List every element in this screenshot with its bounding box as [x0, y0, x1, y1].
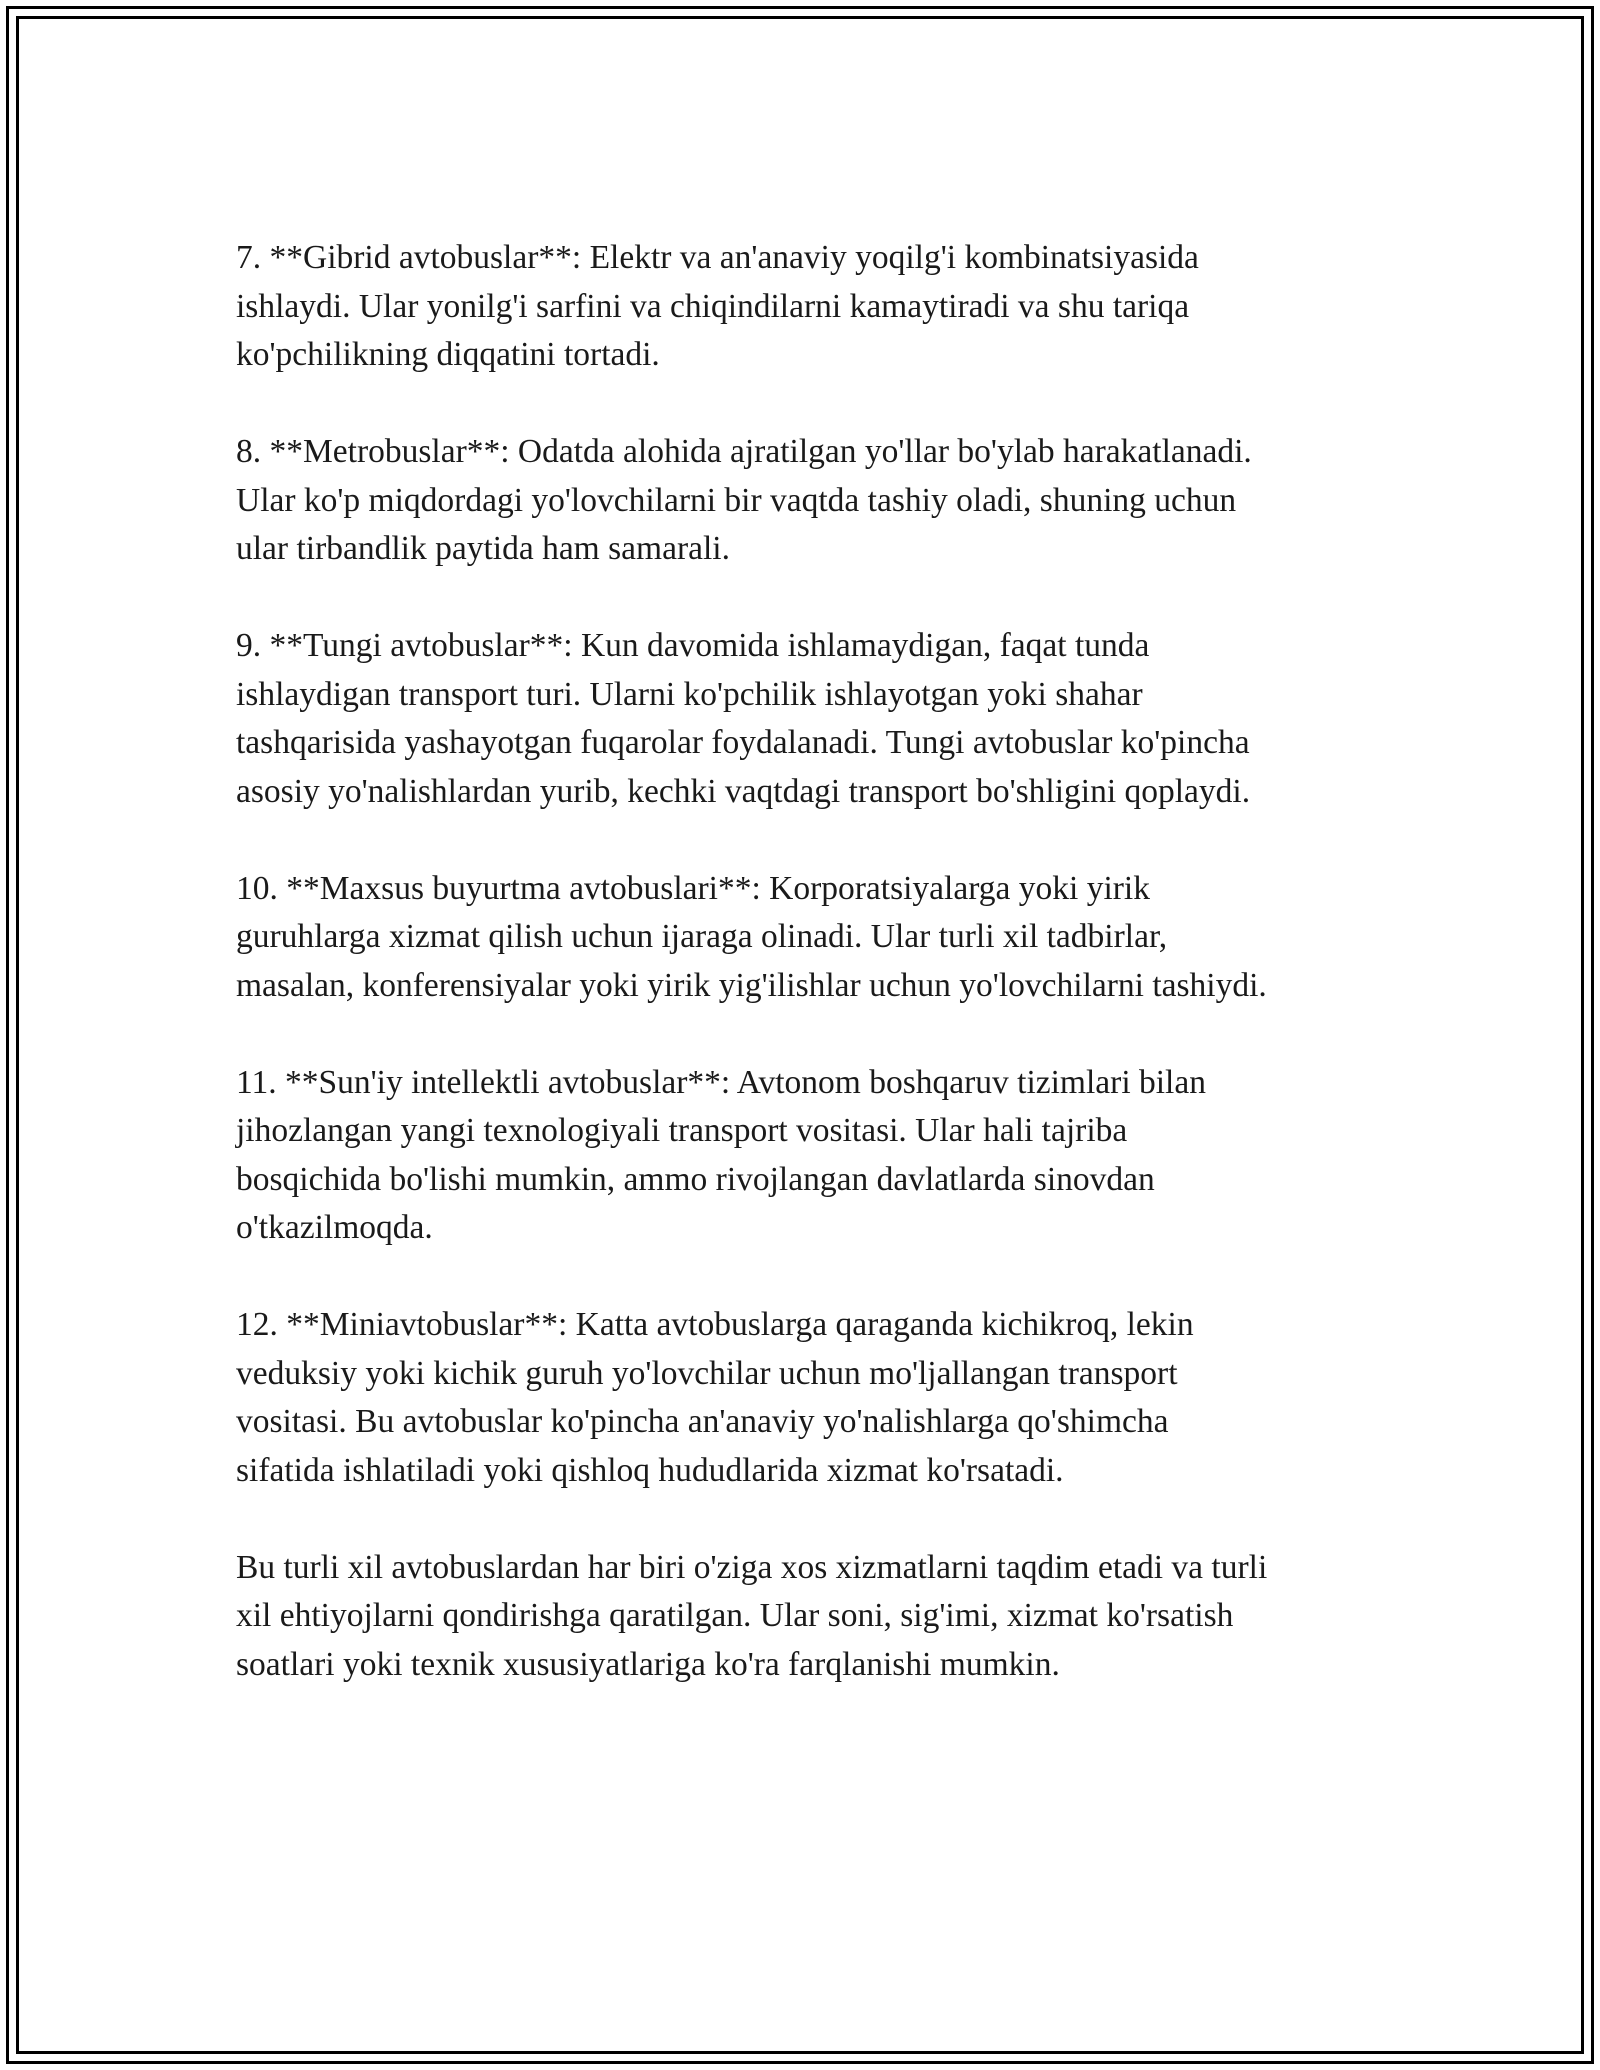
text-line: bosqichida bo'lishi mumkin, ammo rivojlangan davlatlarda sinovdan	[236, 1160, 1155, 1198]
paragraph-metrobuslar	[236, 428, 1386, 574]
text-line: xil ehtiyojlarni qondirishga qaratilgan. Ular soni, sig'imi, xizmat ko'rsatish	[236, 1597, 1234, 1634]
text-line: 8. **Metrobuslar**: Odatda alohida ajratilgan yo'llar bo'ylab harakatlanadi.	[236, 433, 1252, 470]
text-line: 12. **Miniavtobuslar**: Katta avtobuslarga qaraganda kichikroq, lekin	[236, 1306, 1194, 1343]
text-line: ular tirbandlik paytida ham samarali.	[236, 530, 730, 567]
text-line: ishlaydigan transport turi. Ularni ko'pchilik ishlayotgan yoki shahar	[236, 675, 1143, 713]
text-line: masalan, konferensiyalar yoki yirik yig'ilishlar uchun yo'lovchilarni tashiydi.	[236, 966, 1267, 1004]
document-body	[236, 234, 1386, 1738]
text-line: 9. **Tungi avtobuslar**: Kun davomida ishlamaydigan, faqat tunda	[236, 627, 1150, 664]
text-line: Bu turli xil avtobuslardan har biri o'ziga xos xizmatlarni taqdim etadi va turli	[236, 1548, 1268, 1586]
paragraph-conclusion	[236, 1544, 1386, 1690]
text-line: ishlaydi. Ular yonilg'i sarfini va chiqindilarni kamaytiradi va shu tariqa	[236, 287, 1190, 325]
text-line: ko'pchilikning diqqatini tortadi.	[236, 336, 660, 373]
text-line: Ular ko'p miqdordagi yo'lovchilarni bir vaqtda tashiy oladi, shuning uchun	[236, 481, 1237, 519]
text-line: sifatida ishlatiladi yoki qishloq hududlarida xizmat ko'rsatadi.	[236, 1451, 1064, 1489]
text-line: asosiy yo'nalishlardan yurib, kechki vaqtdagi transport bo'shligini qoplaydi.	[236, 772, 1251, 810]
text-line: guruhlarga xizmat qilish uchun ijaraga olinadi. Ular turli xil tadbirlar,	[236, 918, 1168, 955]
text-line: o'tkazilmoqda.	[236, 1209, 433, 1246]
text-line: 11. **Sun'iy intellektli avtobuslar**: Avtonom boshqaruv tizimlari bilan	[236, 1063, 1206, 1101]
text-line: tashqarisida yashayotgan fuqarolar foydalanadi. Tungi avtobuslar ko'pincha	[236, 724, 1250, 761]
paragraph-maxsus-buyurtma-avtobuslari	[236, 865, 1386, 1011]
text-line: soatlari yoki texnik xususiyatlariga ko'ra farqlanishi mumkin.	[236, 1645, 1060, 1683]
paragraph-suniy-intellektli-avtobuslar	[236, 1059, 1386, 1253]
text-line: vositasi. Bu avtobuslar ko'pincha an'anaviy yo'nalishlarga qo'shimcha	[236, 1403, 1169, 1440]
text-line: veduksiy yoki kichik guruh yo'lovchilar uchun mo'ljallangan transport	[236, 1354, 1178, 1392]
text-line: 7. **Gibrid avtobuslar**: Elektr va an'anaviy yoqilg'i kombinatsiyasida	[236, 239, 1199, 276]
text-line: 10. **Maxsus buyurtma avtobuslari**: Korporatsiyalarga yoki yirik	[236, 869, 1150, 907]
text-line: jihozlangan yangi texnologiyali transport vositasi. Ular hali tajriba	[236, 1112, 1128, 1149]
paragraph-miniavtobuslar	[236, 1301, 1386, 1495]
paragraph-tungi-avtobuslar	[236, 622, 1386, 816]
paragraph-gibrid-avtobuslar	[236, 234, 1386, 380]
